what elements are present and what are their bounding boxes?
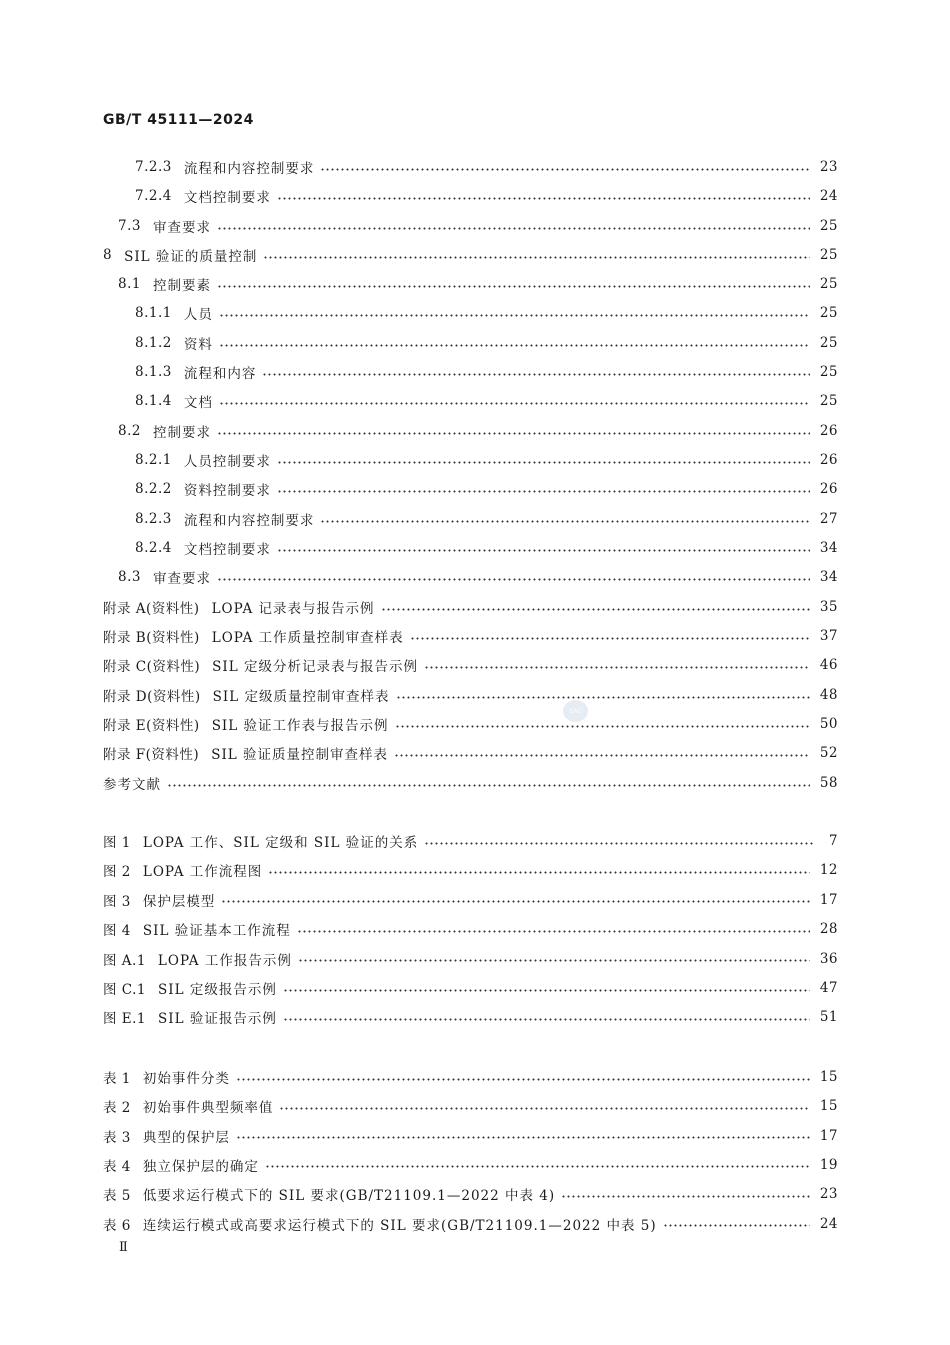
entry-title: 参考文献 xyxy=(103,777,161,793)
entry-page: 24 xyxy=(819,1215,838,1232)
entry-title: 初始事件分类 xyxy=(142,1071,230,1087)
entry-number: 图 4 xyxy=(103,923,131,940)
figure-entry[interactable] xyxy=(103,889,838,911)
entry-number: 表 5 xyxy=(103,1188,131,1205)
dot-leader xyxy=(219,344,810,347)
entry-title: 流程和内容 xyxy=(183,366,257,382)
entry-page: 35 xyxy=(819,599,838,615)
entry-number: 8.2.3 xyxy=(135,511,172,527)
entry-title: SIL 验证工作表与报告示例 xyxy=(211,718,389,734)
dot-leader xyxy=(262,373,809,376)
entry-number: 附录 B(资料性) xyxy=(103,630,200,646)
dot-leader xyxy=(219,314,810,317)
entry-number: 表 3 xyxy=(103,1129,131,1146)
document-code: GB/T 45111—2024 xyxy=(103,112,254,128)
entry-title: 人员控制要求 xyxy=(183,454,271,470)
entry-page: 25 xyxy=(819,305,838,321)
entry-title: 流程和内容控制要求 xyxy=(183,513,315,529)
dot-leader xyxy=(283,1018,810,1021)
watermark-logo: SAC xyxy=(563,700,588,722)
dot-leader xyxy=(217,432,810,435)
dot-leader xyxy=(561,1195,810,1198)
entry-title: LOPA 工作流程图 xyxy=(142,864,263,881)
dot-leader xyxy=(277,197,810,200)
entry-page: 25 xyxy=(819,276,838,292)
entry-number: 附录 F(资料性) xyxy=(103,747,200,763)
entry-number: 8.2.2 xyxy=(135,481,172,497)
entry-title: 控制要求 xyxy=(152,425,211,441)
entry-number: 附录 A(资料性) xyxy=(103,601,200,617)
dot-leader xyxy=(217,285,810,288)
content-entry[interactable] xyxy=(135,508,838,530)
dot-leader xyxy=(268,871,810,874)
entry-page: 52 xyxy=(819,745,838,761)
content-entry[interactable] xyxy=(135,332,838,354)
figure-entry[interactable] xyxy=(103,830,838,852)
entry-number: 8.1.3 xyxy=(135,364,172,380)
content-entry[interactable] xyxy=(103,742,838,764)
entry-page: 51 xyxy=(819,1009,838,1026)
entry-number: 8.1.4 xyxy=(135,393,172,409)
entry-title: SIL 定级报告示例 xyxy=(158,982,277,998)
content-entry[interactable] xyxy=(118,420,838,442)
entry-page: 23 xyxy=(819,159,838,175)
entry-title: 资料 xyxy=(183,337,213,353)
entry-page: 47 xyxy=(819,980,838,996)
entry-number: 8.1.1 xyxy=(135,305,172,321)
entry-page: 25 xyxy=(819,247,838,263)
entry-page: 28 xyxy=(819,921,838,938)
entry-title: SIL 验证质量控制审查样表 xyxy=(211,747,389,763)
entry-page: 17 xyxy=(819,1127,838,1144)
entry-title: 文档控制要求 xyxy=(183,190,271,206)
entry-number: 图 1 xyxy=(103,835,131,851)
entry-page: 25 xyxy=(819,218,838,234)
dot-leader xyxy=(236,1078,810,1081)
entry-number: 图 E.1 xyxy=(103,1011,147,1028)
dot-leader xyxy=(277,461,810,464)
dot-leader xyxy=(297,930,810,933)
entry-number: 8.2.4 xyxy=(135,540,172,556)
entry-number: 图 3 xyxy=(103,893,131,910)
entry-number: 附录 E(资料性) xyxy=(103,718,200,734)
content-entry[interactable] xyxy=(135,449,838,471)
entry-number: 8.2.1 xyxy=(135,452,172,468)
figure-entry[interactable] xyxy=(103,1006,838,1028)
content-entry[interactable] xyxy=(103,772,838,794)
entry-title: 独立保护层的确定 xyxy=(142,1158,259,1175)
dot-leader xyxy=(236,1136,810,1139)
entry-title: 资料控制要求 xyxy=(183,483,271,499)
entry-page: 46 xyxy=(819,657,838,673)
dot-leader xyxy=(283,989,810,992)
entry-number: 表 2 xyxy=(103,1100,131,1117)
entry-number: 7.2.3 xyxy=(135,159,172,175)
entry-number: 图 C.1 xyxy=(103,982,147,998)
content-entry[interactable] xyxy=(103,713,838,735)
dot-leader xyxy=(320,168,809,171)
content-entry[interactable] xyxy=(118,273,838,295)
content-entry[interactable] xyxy=(135,537,838,559)
entry-title: LOPA 工作、SIL 定级和 SIL 验证的关系 xyxy=(142,835,419,851)
entry-number: 8 xyxy=(103,247,113,263)
entry-number: 8.2 xyxy=(118,423,141,439)
content-entry[interactable] xyxy=(135,156,838,178)
content-entry[interactable] xyxy=(103,684,838,706)
content-entry[interactable] xyxy=(135,361,838,383)
dot-leader xyxy=(263,256,809,259)
entry-page: 25 xyxy=(819,335,838,351)
entry-title: SIL 验证的质量控制 xyxy=(124,249,258,265)
entry-page: 15 xyxy=(819,1069,838,1085)
dot-leader xyxy=(381,608,810,611)
content-entry[interactable] xyxy=(135,185,838,207)
entry-number: 8.3 xyxy=(118,569,141,585)
entry-page: 34 xyxy=(819,540,838,556)
entry-page: 36 xyxy=(819,950,838,967)
dot-leader xyxy=(663,1224,810,1227)
entry-page: 19 xyxy=(819,1156,838,1173)
entry-title: 文档 xyxy=(183,395,213,411)
dot-leader xyxy=(410,637,810,640)
dot-leader xyxy=(221,900,809,903)
content-entry[interactable] xyxy=(103,625,838,647)
content-entry[interactable] xyxy=(118,215,838,237)
figure-entry[interactable] xyxy=(103,859,838,881)
table-entry[interactable] xyxy=(103,1183,838,1205)
entry-title: 连续运行模式或高要求运行模式下的 SIL 要求(GB/T21109.1—2022 中表 5) xyxy=(142,1217,657,1234)
entry-number: 图 2 xyxy=(103,864,131,881)
entry-title: 人员 xyxy=(183,307,213,323)
entry-page: 27 xyxy=(819,511,838,527)
entry-number: 附录 D(资料性) xyxy=(103,689,201,705)
entry-title: LOPA 记录表与报告示例 xyxy=(211,601,375,617)
entry-title: 初始事件典型频率值 xyxy=(142,1100,274,1117)
entry-page: 26 xyxy=(819,423,838,439)
dot-leader xyxy=(277,549,810,552)
entry-title: 文档控制要求 xyxy=(183,542,271,558)
entry-page: 23 xyxy=(819,1186,838,1203)
dot-leader xyxy=(217,578,810,581)
entry-title: 保护层模型 xyxy=(142,893,216,910)
entry-page: 12 xyxy=(819,862,838,879)
entry-title: 控制要素 xyxy=(152,278,211,294)
dot-leader xyxy=(219,402,810,405)
entry-page: 37 xyxy=(819,628,838,644)
entry-number: 图 A.1 xyxy=(103,952,146,969)
content-entry[interactable] xyxy=(118,566,838,588)
entry-title: 低要求运行模式下的 SIL 要求(GB/T21109.1—2022 中表 4) xyxy=(142,1188,556,1205)
dot-leader xyxy=(424,842,814,845)
entry-title: 典型的保护层 xyxy=(142,1129,230,1146)
dot-leader xyxy=(298,959,810,962)
entry-title: 流程和内容控制要求 xyxy=(183,161,315,177)
entry-page: 26 xyxy=(819,481,838,497)
content-entry[interactable] xyxy=(103,244,838,266)
figure-entry[interactable] xyxy=(103,977,838,999)
entry-title: SIL 验证基本工作流程 xyxy=(142,923,291,940)
entry-number: 7.3 xyxy=(118,218,141,234)
entry-number: 8.1 xyxy=(118,276,141,292)
figure-entry[interactable] xyxy=(103,948,838,970)
entry-page: 24 xyxy=(819,188,838,204)
entry-page: 26 xyxy=(819,452,838,468)
dot-leader xyxy=(167,784,810,787)
entry-number: 7.2.4 xyxy=(135,188,172,204)
dot-leader xyxy=(217,227,810,230)
entry-title: SIL 定级分析记录表与报告示例 xyxy=(212,659,418,675)
entry-number: 表 6 xyxy=(103,1217,131,1234)
entry-page: 58 xyxy=(819,775,838,791)
entry-title: LOPA 工作质量控制审查样表 xyxy=(211,630,404,646)
entry-title: SIL 定级质量控制审查样表 xyxy=(212,689,390,705)
entry-page: 34 xyxy=(819,569,838,585)
entry-title: 审查要求 xyxy=(152,220,211,236)
entry-title: 审查要求 xyxy=(152,571,211,587)
entry-title: LOPA 工作报告示例 xyxy=(157,952,292,969)
dot-leader xyxy=(395,725,810,728)
dot-leader xyxy=(424,666,810,669)
content-entry[interactable] xyxy=(135,390,838,412)
entry-number: 表 4 xyxy=(103,1158,131,1175)
table-entry[interactable] xyxy=(103,1213,838,1235)
entry-page: 17 xyxy=(819,891,838,908)
page-number: Ⅱ xyxy=(119,1240,129,1255)
entry-page: 25 xyxy=(819,364,838,380)
entry-page: 15 xyxy=(819,1098,838,1115)
entry-page: 7 xyxy=(828,833,838,849)
content-entry[interactable] xyxy=(103,654,838,676)
entry-page: 50 xyxy=(819,716,838,732)
table-entry[interactable] xyxy=(103,1066,838,1088)
dot-leader xyxy=(394,754,810,757)
dot-leader xyxy=(396,696,810,699)
dot-leader xyxy=(279,1107,809,1110)
dot-leader xyxy=(320,520,809,523)
entry-title: SIL 验证报告示例 xyxy=(158,1011,277,1028)
entry-page: 48 xyxy=(819,687,838,703)
entry-number: 附录 C(资料性) xyxy=(103,659,201,675)
table-entry[interactable] xyxy=(103,1154,838,1176)
content-entry[interactable] xyxy=(135,478,838,500)
dot-leader xyxy=(277,490,810,493)
table-entry[interactable] xyxy=(103,1125,838,1147)
content-entry[interactable] xyxy=(135,302,838,324)
entry-number: 8.1.2 xyxy=(135,335,172,351)
figure-entry[interactable] xyxy=(103,918,838,940)
content-entry[interactable] xyxy=(103,596,838,618)
table-entry[interactable] xyxy=(103,1095,838,1117)
entry-page: 25 xyxy=(819,393,838,409)
dot-leader xyxy=(265,1165,810,1168)
entry-number: 表 1 xyxy=(103,1071,131,1087)
